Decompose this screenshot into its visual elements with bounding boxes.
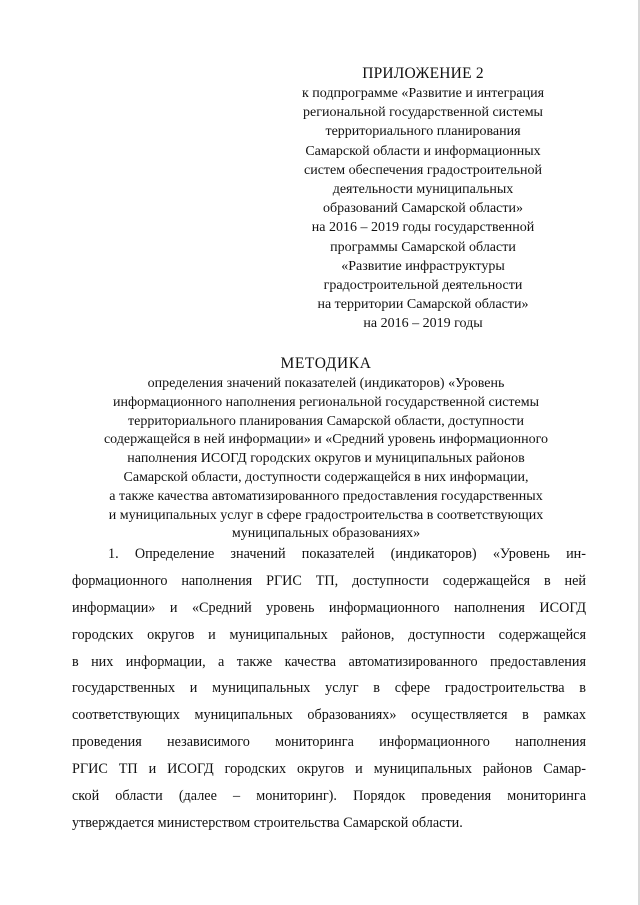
methodology-line: Самарской области, доступности содержащейся в них информации,: [123, 469, 529, 485]
paragraph-line: соответствующих муниципальных образованиях» осуществляется в рамках: [72, 707, 586, 724]
paragraph-line: РГИС ТП и ИСОГД городских округов и муниципальных районов Самар-: [72, 761, 586, 778]
body-paragraph: [72, 541, 586, 837]
appendix-line: к подпрограмме «Развитие и интеграция: [301, 86, 545, 101]
methodology-line: содержащейся в ней информации» и «Средний уровень информационного: [103, 432, 549, 448]
paragraph-line: в них информации, а также качества автоматизированного предоставления: [72, 653, 586, 670]
methodology-line: определения значений показателей (индикаторов) «Уровень: [147, 376, 505, 391]
paragraph-line: информации» и «Средний уровень информационного наполнения ИСОГД: [72, 599, 586, 616]
appendix-line: территориального планирования: [325, 124, 521, 140]
appendix-line: деятельности муниципальных: [332, 182, 514, 198]
methodology-line: а также качества автоматизированного предоставления государственных: [109, 488, 543, 504]
paragraph-line: ской области (далее – мониторинг). Порядок проведения мониторинга: [72, 788, 586, 805]
appendix-title: ПРИЛОЖЕНИЕ 2: [362, 65, 484, 82]
appendix-line: систем обеспечения градостроительной: [304, 162, 542, 178]
paragraph-line: утверждается министерством строительства Самарской области.: [72, 814, 463, 831]
methodology-line: информационного наполнения региональной государственной системы: [112, 394, 540, 410]
paragraph-line: 1. Определение значений показателей (индикаторов) «Уровень ин-: [108, 546, 586, 562]
appendix-line: «Развитие инфраструктуры: [341, 258, 505, 274]
appendix-line: программы Самарской области: [330, 239, 516, 255]
methodology-line: муниципальных образованиях»: [231, 526, 421, 542]
paragraph-line: государственных и муниципальных услуг в сфере градостроительства в: [72, 680, 586, 697]
appendix-line: градостроительной деятельности: [323, 278, 523, 294]
methodology-line: наполнения ИСОГД городских округов и муниципальных районов: [127, 451, 525, 467]
appendix-line: на территории Самарской области»: [317, 297, 529, 313]
paragraph-line: формационного наполнения РГИС ТП, доступности содержащейся в ней: [72, 572, 586, 589]
appendix-line: региональной государственной системы: [303, 105, 543, 121]
paragraph-line: проведения независимого мониторинга информационного наполнения: [72, 734, 586, 751]
appendix-line: образований Самарской области»: [322, 201, 524, 217]
methodology-title: МЕТОДИКА: [280, 355, 372, 372]
appendix-line: на 2016 – 2019 годы: [363, 316, 483, 332]
methodology-line: и муниципальных услуг в сфере градостроительства в соответствующих: [108, 507, 544, 523]
methodology-line: территориального планирования Самарской области, доступности: [128, 413, 524, 429]
paragraph-line: городских округов и муниципальных районов, доступности содержащейся: [72, 626, 586, 643]
appendix-line: на 2016 – 2019 годы государственной: [311, 220, 535, 236]
appendix-line: Самарской области и информационных: [305, 143, 541, 159]
methodology-heading: [56, 354, 596, 544]
appendix-header: [262, 64, 584, 334]
